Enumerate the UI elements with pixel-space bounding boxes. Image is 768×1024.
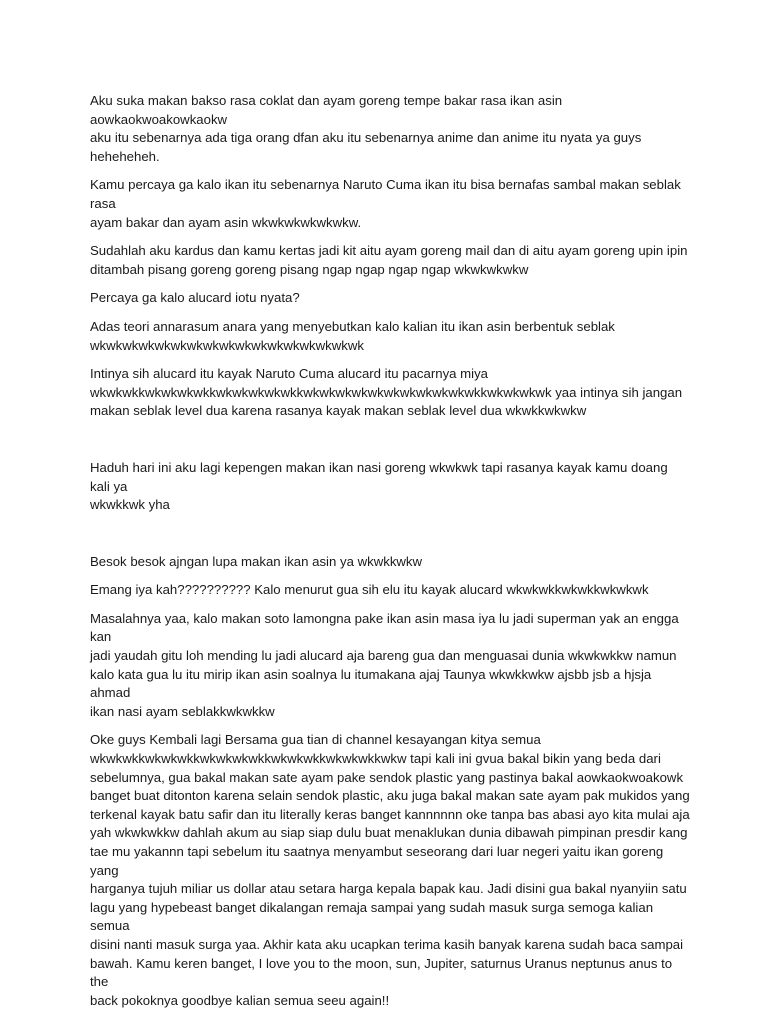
paragraph-8: Besok besok ajngan lupa makan ikan asin ya wkwkkwkw bbox=[90, 553, 423, 569]
paragraph-4: Percaya ga kalo alucard iotu nyata? bbox=[90, 290, 300, 306]
paragraph-5: Adas teori annarasum anara yang menyebutkan kalo kalian itu ikan asin berbentuk seblak wkwkwkwkwkwkwkwkwkwkwkwkwkwkwkwkwk bbox=[90, 318, 615, 353]
paragraph-3: Sudahlah aku kardus dan kamu kertas jadi kit aitu ayam goreng mail dan di aitu ayam goreng upin ipin ditambah pisang goreng goreng pisang ngap ngap ngap ngap wkwkwkwkw bbox=[90, 243, 688, 277]
document-body bbox=[90, 92, 690, 1020]
paragraph-1: Aku suka makan bakso rasa coklat dan ayam goreng tempe bakar rasa ikan asin aowkaokwoakowkaokw aku itu sebenarnya ada tiga orang dfan aku itu sebenarnya anime dan anime itu nyata ya guys heheheheh. bbox=[90, 93, 642, 164]
paragraph-11: Oke guys Kembali lagi Bersama gua tian di channel kesayangan kitya semua wkwkwkkwkwkwkkwkwkwkwkkwkwkwkkwkwkwkkwkw tapi kali ini gvua bakal bikin yang beda dari sebelumnya, gua bakal makan sate ayam pake sendok plastic yang pastinya bakal aowkaokwoakowk banget buat ditonton karena selain sendok plastic, aku juga bakal makan sate ayam pak mukidos yang terkenal kayak batu safir dan itu literally keras banget kannnnnn oke tanpa bas abasi ayo kita mulai aja yah wkwkwkkw dahlah akum au siap siap dulu buat menaklukan dunia dibawah pimpinan presdir kang tae mu yakannn tapi sebelum itu saatnya menyambut seseorang dari luar negeri yaitu ikan goreng yang harganya tujuh miliar us dollar atau setara harga kepala bapak kau. Jadi disini gua bakal nyanyiin satu lagu yang hypebeast banget dikalangan remaja sampai yang sudah masuk surga semoga kalian semua disini nanti masuk surga yaa. Akhir kata aku ucapkan terima kasih banyak karena sudah baca sampai bawah. Kamu keren banget, I love you to the moon, sun, Jupiter, saturnus Uranus neptunus anus to the back pokoknya goodbye kalian semua seeu again!! bbox=[90, 732, 690, 1008]
paragraph-2: Kamu percaya ga kalo ikan itu sebenarnya Naruto Cuma ikan itu bisa bernafas sambal makan seblak rasa ayam bakar dan ayam asin wkwkwkwkwkwkw. bbox=[90, 177, 681, 230]
paragraph-7: Haduh hari ini aku lagi kepengen makan ikan nasi goreng wkwkwk tapi rasanya kayak kamu doang kali ya wkwkkwk yha bbox=[90, 459, 668, 513]
paragraph-10: Masalahnya yaa, kalo makan soto lamongna pake ikan asin masa iya lu jadi superman yak an engga kan jadi yaudah gitu loh mending lu jadi alucard aja bareng gua dan menguasai dunia wkwkwkkw namun kalo kata gua lu itu mirip ikan asin soalnya lu itumakana ajaj Taunya wkwkkwkw ajsbb jsb a hjsja ahmad ikan nasi ayam seblakkwkwkkw bbox=[90, 610, 679, 719]
paragraph-9: Emang iya kah?????????? Kalo menurut gua sih elu itu kayak alucard wkwkwkkwkwkkwkwkwk bbox=[90, 582, 649, 598]
paragraph-6: Intinya sih alucard itu kayak Naruto Cuma alucard itu pacarnya miya wkwkwkkwkwkwkwkkwkwkwkwkwkkwkwkwkwkwkwkwkwkwkwkwkkwkwkwkwk yaa intinya sih jangan makan seblak level dua karena rasanya kayak makan seblak level dua wkwkkwkwkw bbox=[90, 366, 683, 419]
